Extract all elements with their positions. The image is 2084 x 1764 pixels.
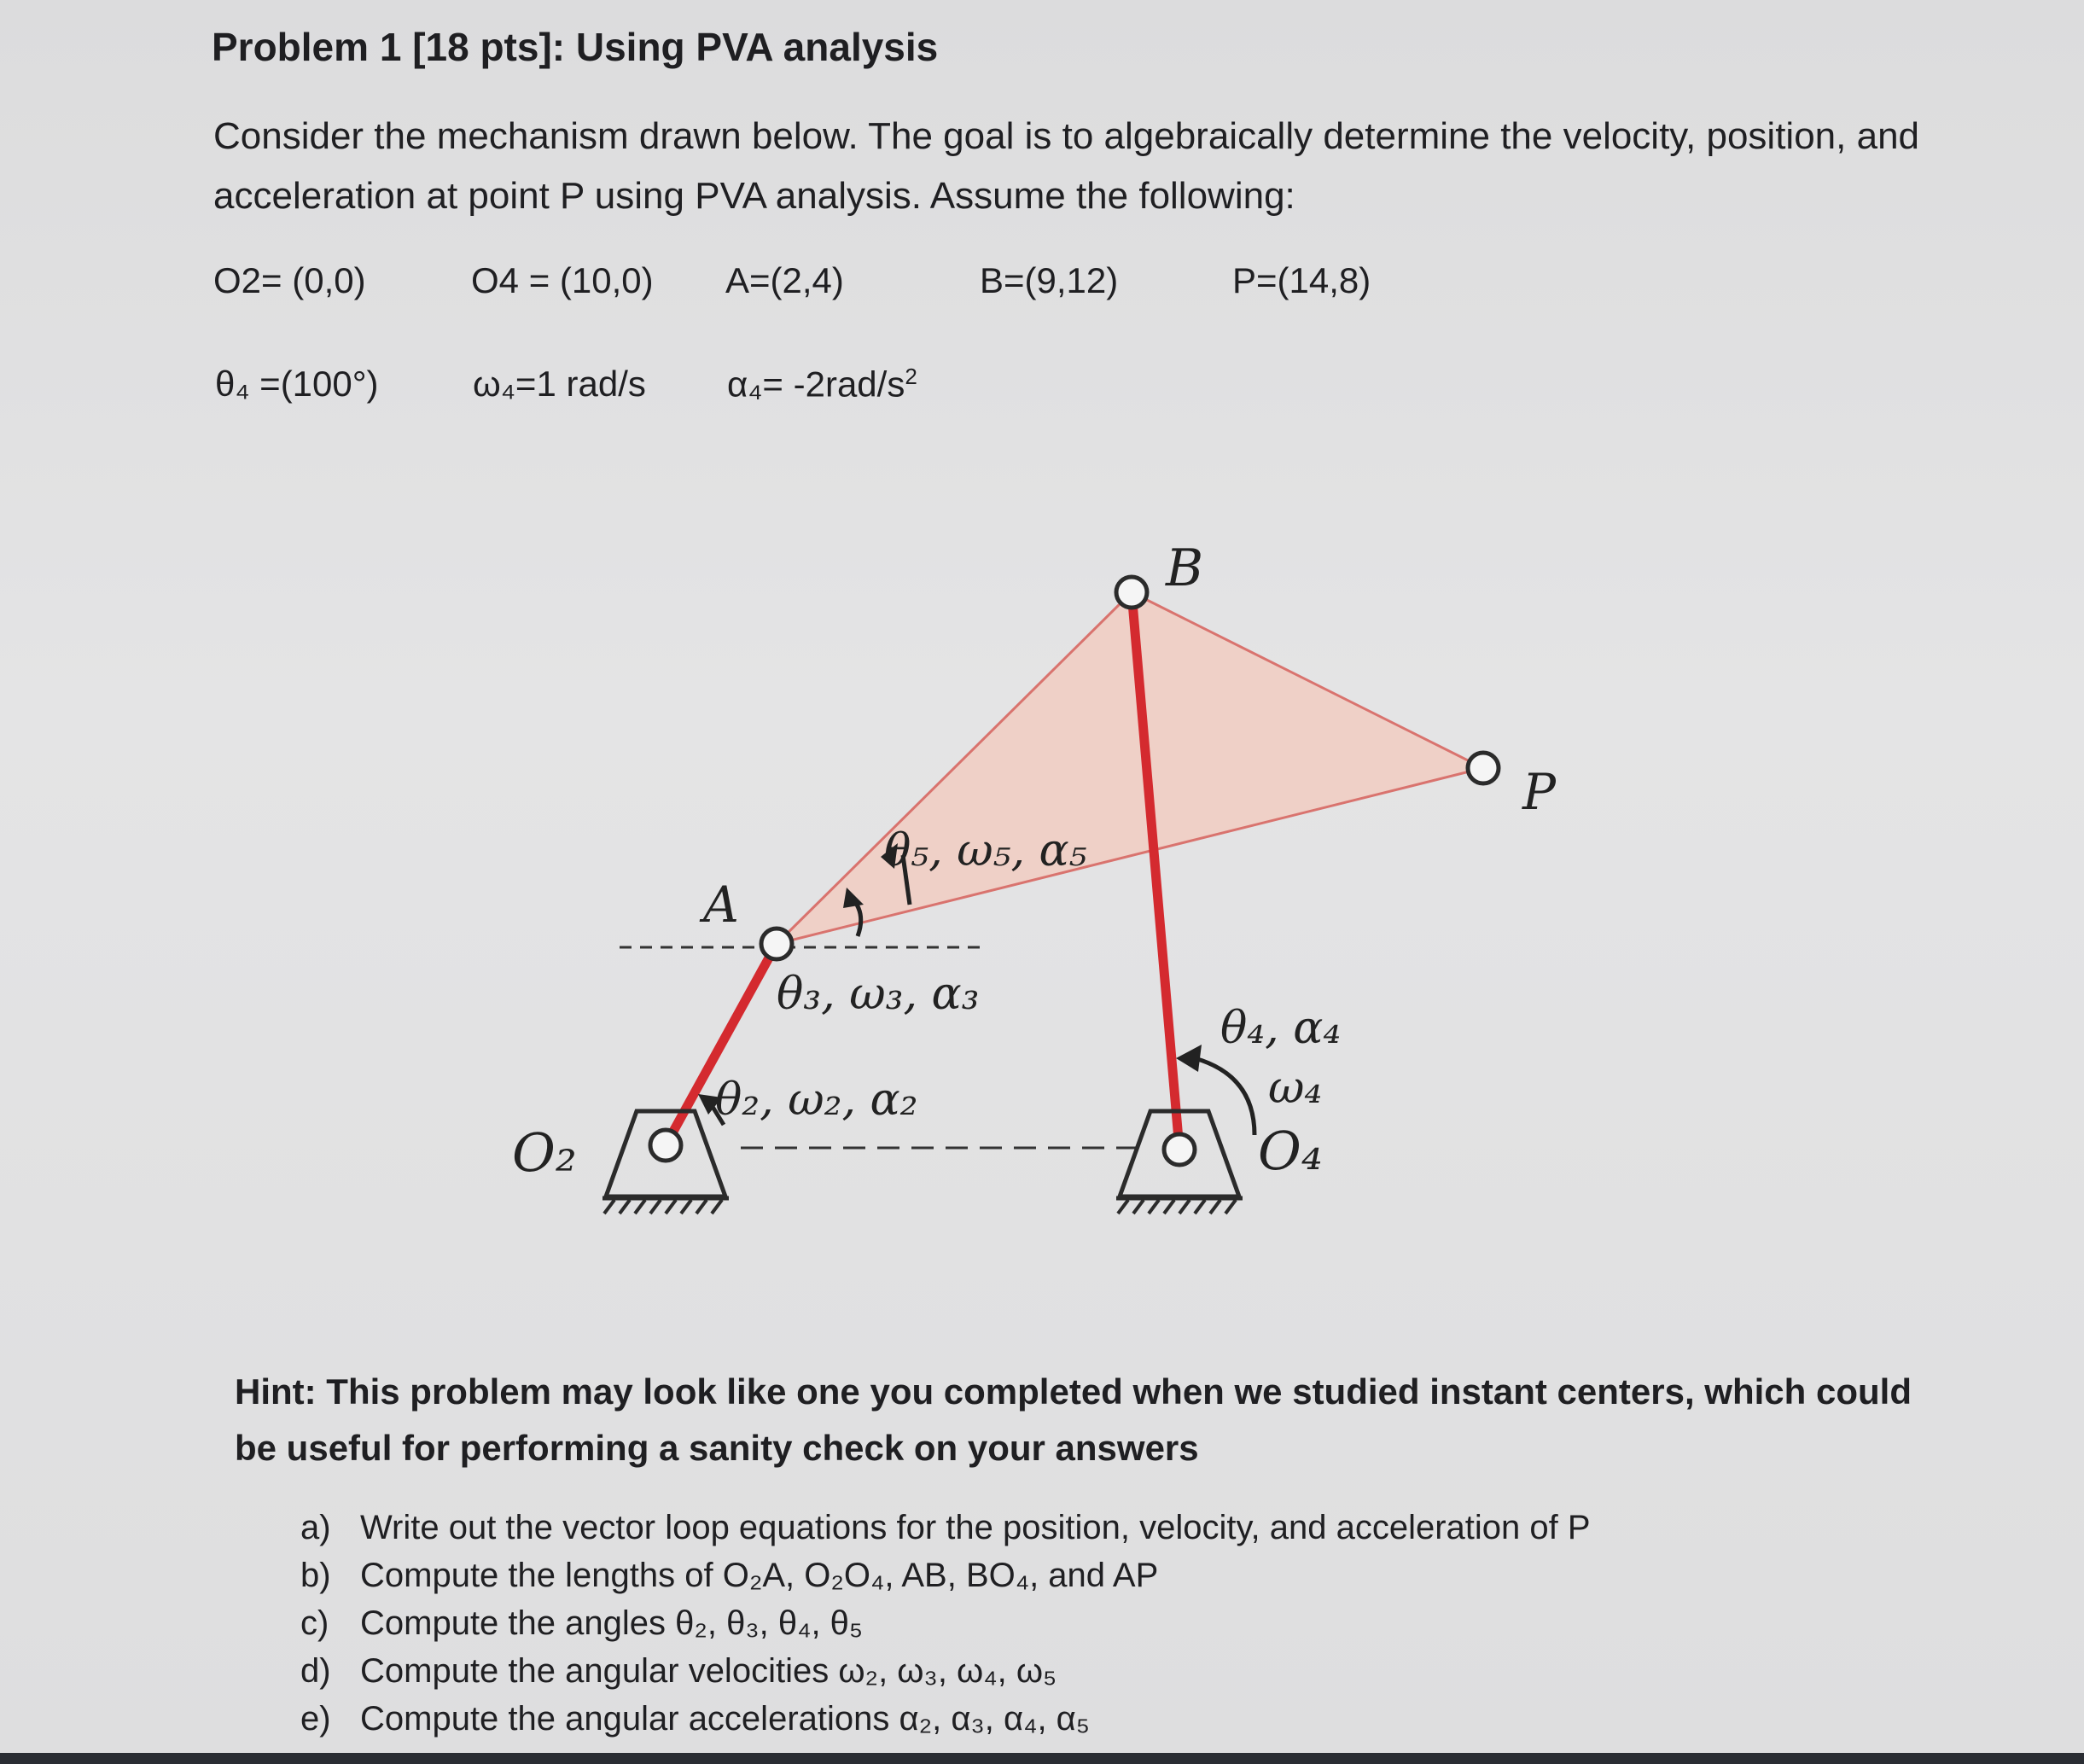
theta4-arrowhead [1176, 1045, 1202, 1072]
problem-title: Problem 1 [18 pts]: Using PVA analysis [212, 25, 939, 69]
problem-intro: Consider the mechanism drawn below. The goal is to algebraically determine the velocity, position, and acceleration at point P using PVA analysis. Assume the following: [213, 115, 1920, 217]
given-o2: O2= (0,0) [213, 260, 366, 300]
given-b: B=(9,12) [980, 260, 1119, 300]
task-letter: b) [300, 1557, 331, 1594]
task-item [300, 1647, 1591, 1695]
screen-bottom-edge [0, 1753, 2084, 1764]
task-letter: a) [300, 1509, 331, 1546]
task-item [300, 1504, 1591, 1552]
task-text: Compute the angular velocities ω₂, ω₃, ω₄, ω₅ [360, 1652, 1057, 1690]
given-a: A=(2,4) [725, 260, 844, 300]
task-text: Write out the vector loop equations for the position, velocity, and acceleration of P [360, 1509, 1591, 1546]
label-b: B [1166, 539, 1204, 598]
given-omega4: ω₄=1 rad/s [473, 364, 646, 404]
task-list [300, 1504, 1591, 1743]
task-letter: d) [300, 1652, 331, 1690]
task-letter: c) [300, 1604, 329, 1642]
task-item [300, 1552, 1591, 1599]
alpha4-value: α₄= -2rad/s [727, 364, 905, 405]
joint-a [761, 929, 792, 959]
label-omega4: ω₄ [1268, 1062, 1323, 1114]
label-link4: θ₄, α₄ [1220, 1003, 1342, 1054]
task-item [300, 1599, 1591, 1647]
label-link5: θ₅, ω₅, α₅ [884, 825, 1087, 876]
coupler-plate [777, 592, 1483, 944]
task-text: Compute the lengths of O₂A, O₂O₄, AB, BO₄, and AP [360, 1557, 1159, 1594]
ground-support-o2 [602, 1111, 729, 1214]
task-text: Compute the angular accelerations α₂, α₃, α₄, α₅ [360, 1700, 1090, 1738]
label-o4: O₄ [1258, 1120, 1323, 1182]
alpha4-exponent: 2 [905, 364, 917, 389]
label-p: P [1522, 763, 1557, 821]
label-a: A [703, 876, 739, 934]
task-text: Compute the angles θ₂, θ₃, θ₄, θ₅ [360, 1604, 864, 1642]
given-theta4: θ₄ =(100°) [215, 364, 379, 404]
theta4-arc-arrow [1195, 1058, 1254, 1135]
joint-b [1116, 577, 1147, 608]
given-o4: O4 = (10,0) [471, 260, 654, 300]
label-link2: θ₂, ω₂, α₂ [715, 1074, 918, 1126]
label-link3: θ₃, ω₃, α₃ [777, 969, 980, 1020]
given-p: P=(14,8) [1232, 260, 1371, 300]
task-item [300, 1695, 1591, 1743]
label-o2: O₂ [512, 1121, 577, 1184]
task-letter: e) [300, 1700, 331, 1738]
hint-text: Hint: This problem may look like one you completed when we studied instant centers, which could be useful for performing a sanity check on your answers [235, 1371, 1912, 1468]
joint-p [1468, 753, 1499, 783]
